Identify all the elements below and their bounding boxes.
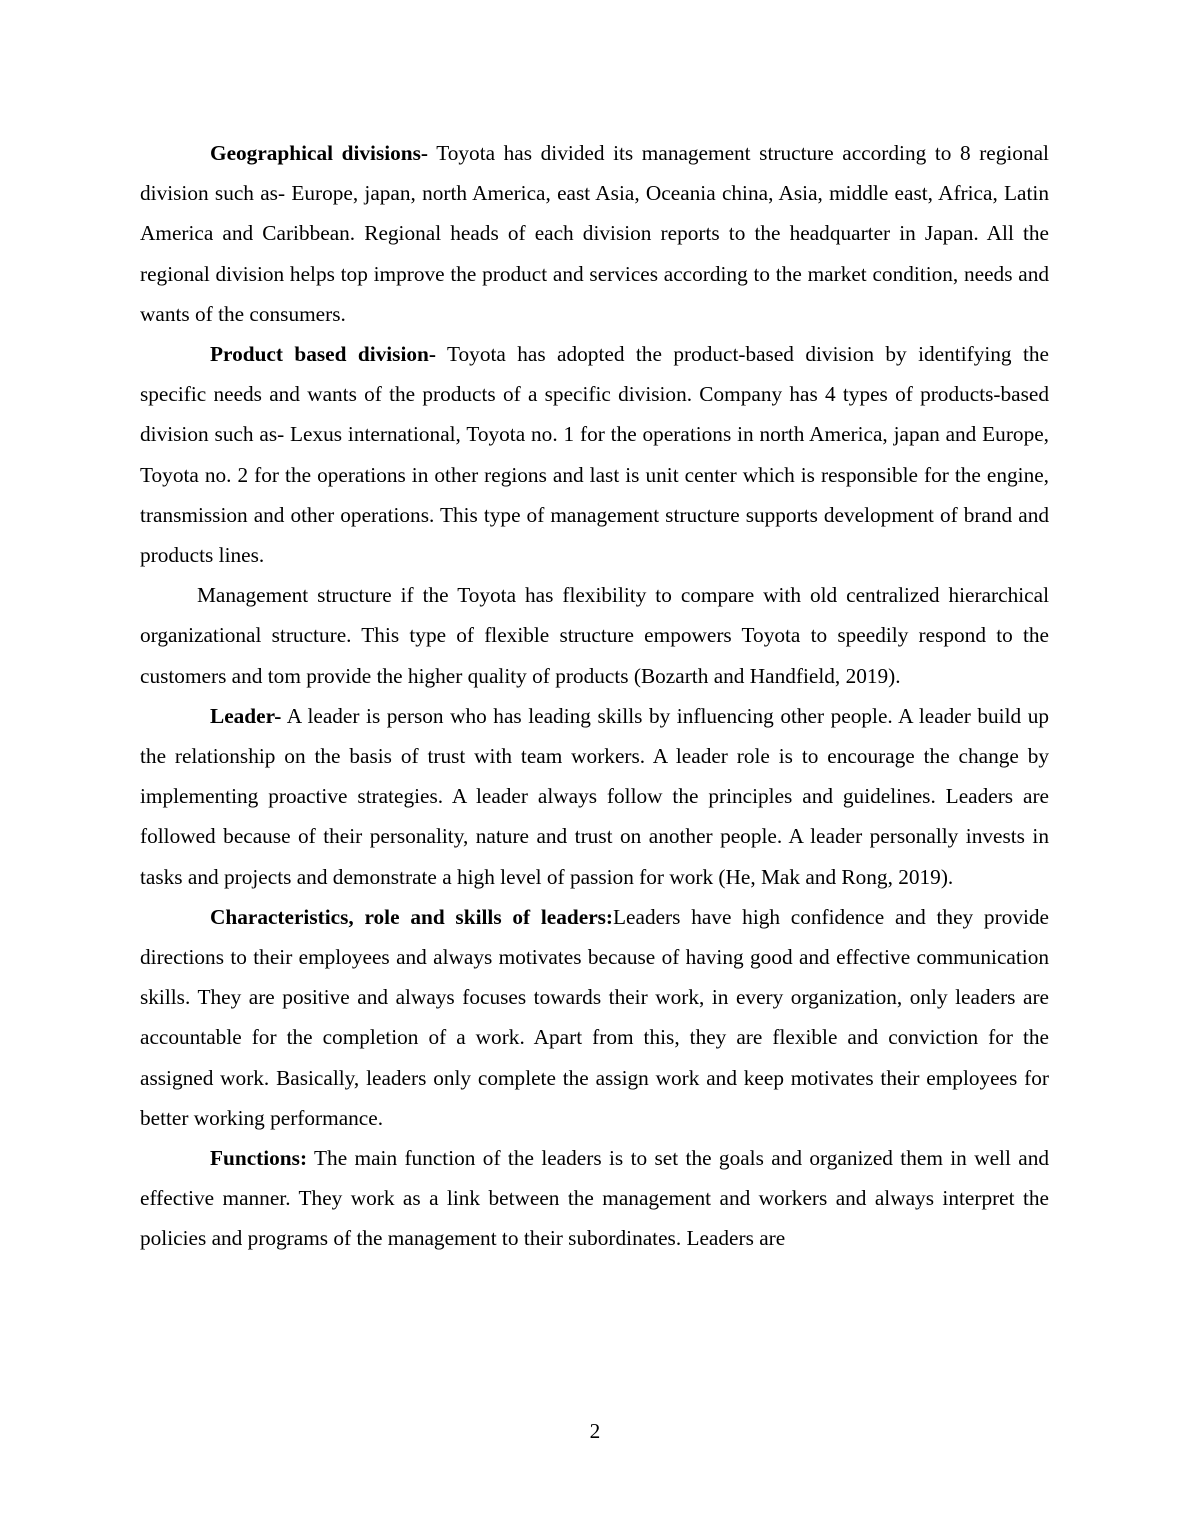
paragraph-text: Toyota has divided its management structure according to 8 regional division such as- Europe, japan, north America, east Asia, Oceania china, Asia, middle east, Africa, Latin America and Caribbean. Regional heads of each division reports to the headquarter in Japan. All the regional division helps top improve the product and services according to the market condition, needs and wants of the consumers. [140, 141, 1049, 326]
paragraph-text: Toyota has adopted the product-based division by identifying the specific needs and wants of the products of a specific division. Company has 4 types of products-based division such as- Lexus international, Toyota no. 1 for the operations in north America, japan and Europe, Toyota no. 2 for the operations in other regions and last is unit center which is responsible for the engine, transmission and other operations. This type of management structure supports development of brand and products lines. [140, 342, 1049, 568]
paragraph-functions [140, 1138, 1049, 1259]
paragraph-product-based-division [140, 334, 1049, 575]
document-page [140, 133, 1049, 1259]
paragraph-text: Management structure if the Toyota has flexibility to compare with old centralized hierarchical organizational structure. This type of flexible structure empowers Toyota to speedily respond to the customers and tom provide the higher quality of products (Bozarth and Handfield, 2019). [140, 583, 1049, 688]
paragraph-heading: Product based division- [210, 342, 436, 367]
paragraph-text: Leaders have high confidence and they provide directions to their employees and always motivates because of having good and effective communication skills. They are positive and always focuses towards their work, in every organization, only leaders are accountable for the completion of a work. Apart from this, they are flexible and conviction for the assigned work. Basically, leaders only complete the assign work and keep motivates their employees for better working performance. [140, 904, 1049, 1130]
paragraph-geographical-divisions [140, 133, 1049, 334]
paragraph-characteristics [140, 897, 1049, 1138]
paragraph-leader [140, 696, 1049, 897]
paragraph-heading: Characteristics, role and skills of leaders: [210, 904, 614, 929]
paragraph-heading: Geographical divisions- [210, 141, 429, 165]
paragraph-text: The main function of the leaders is to set the goals and organized them in well and effective manner. They work as a link between the management and workers and always interpret the policies and programs of the management to their subordinates. Leaders are [140, 1146, 1049, 1251]
paragraph-heading: Leader- [210, 703, 282, 728]
paragraph-management-structure [140, 575, 1049, 696]
paragraph-heading: Functions: [210, 1146, 308, 1171]
page-number: 2 [589, 1419, 601, 1443]
paragraph-text: A leader is person who has leading skills by influencing other people. A leader build up the relationship on the basis of trust with team workers. A leader role is to encourage the change by implementing proactive strategies. A leader always follow the principles and guidelines. Leaders are followed because of their personality, nature and trust on another people. A leader personally invests in tasks and projects and demonstrate a high level of passion for work (He, Mak and Rong, 2019). [140, 703, 1049, 889]
